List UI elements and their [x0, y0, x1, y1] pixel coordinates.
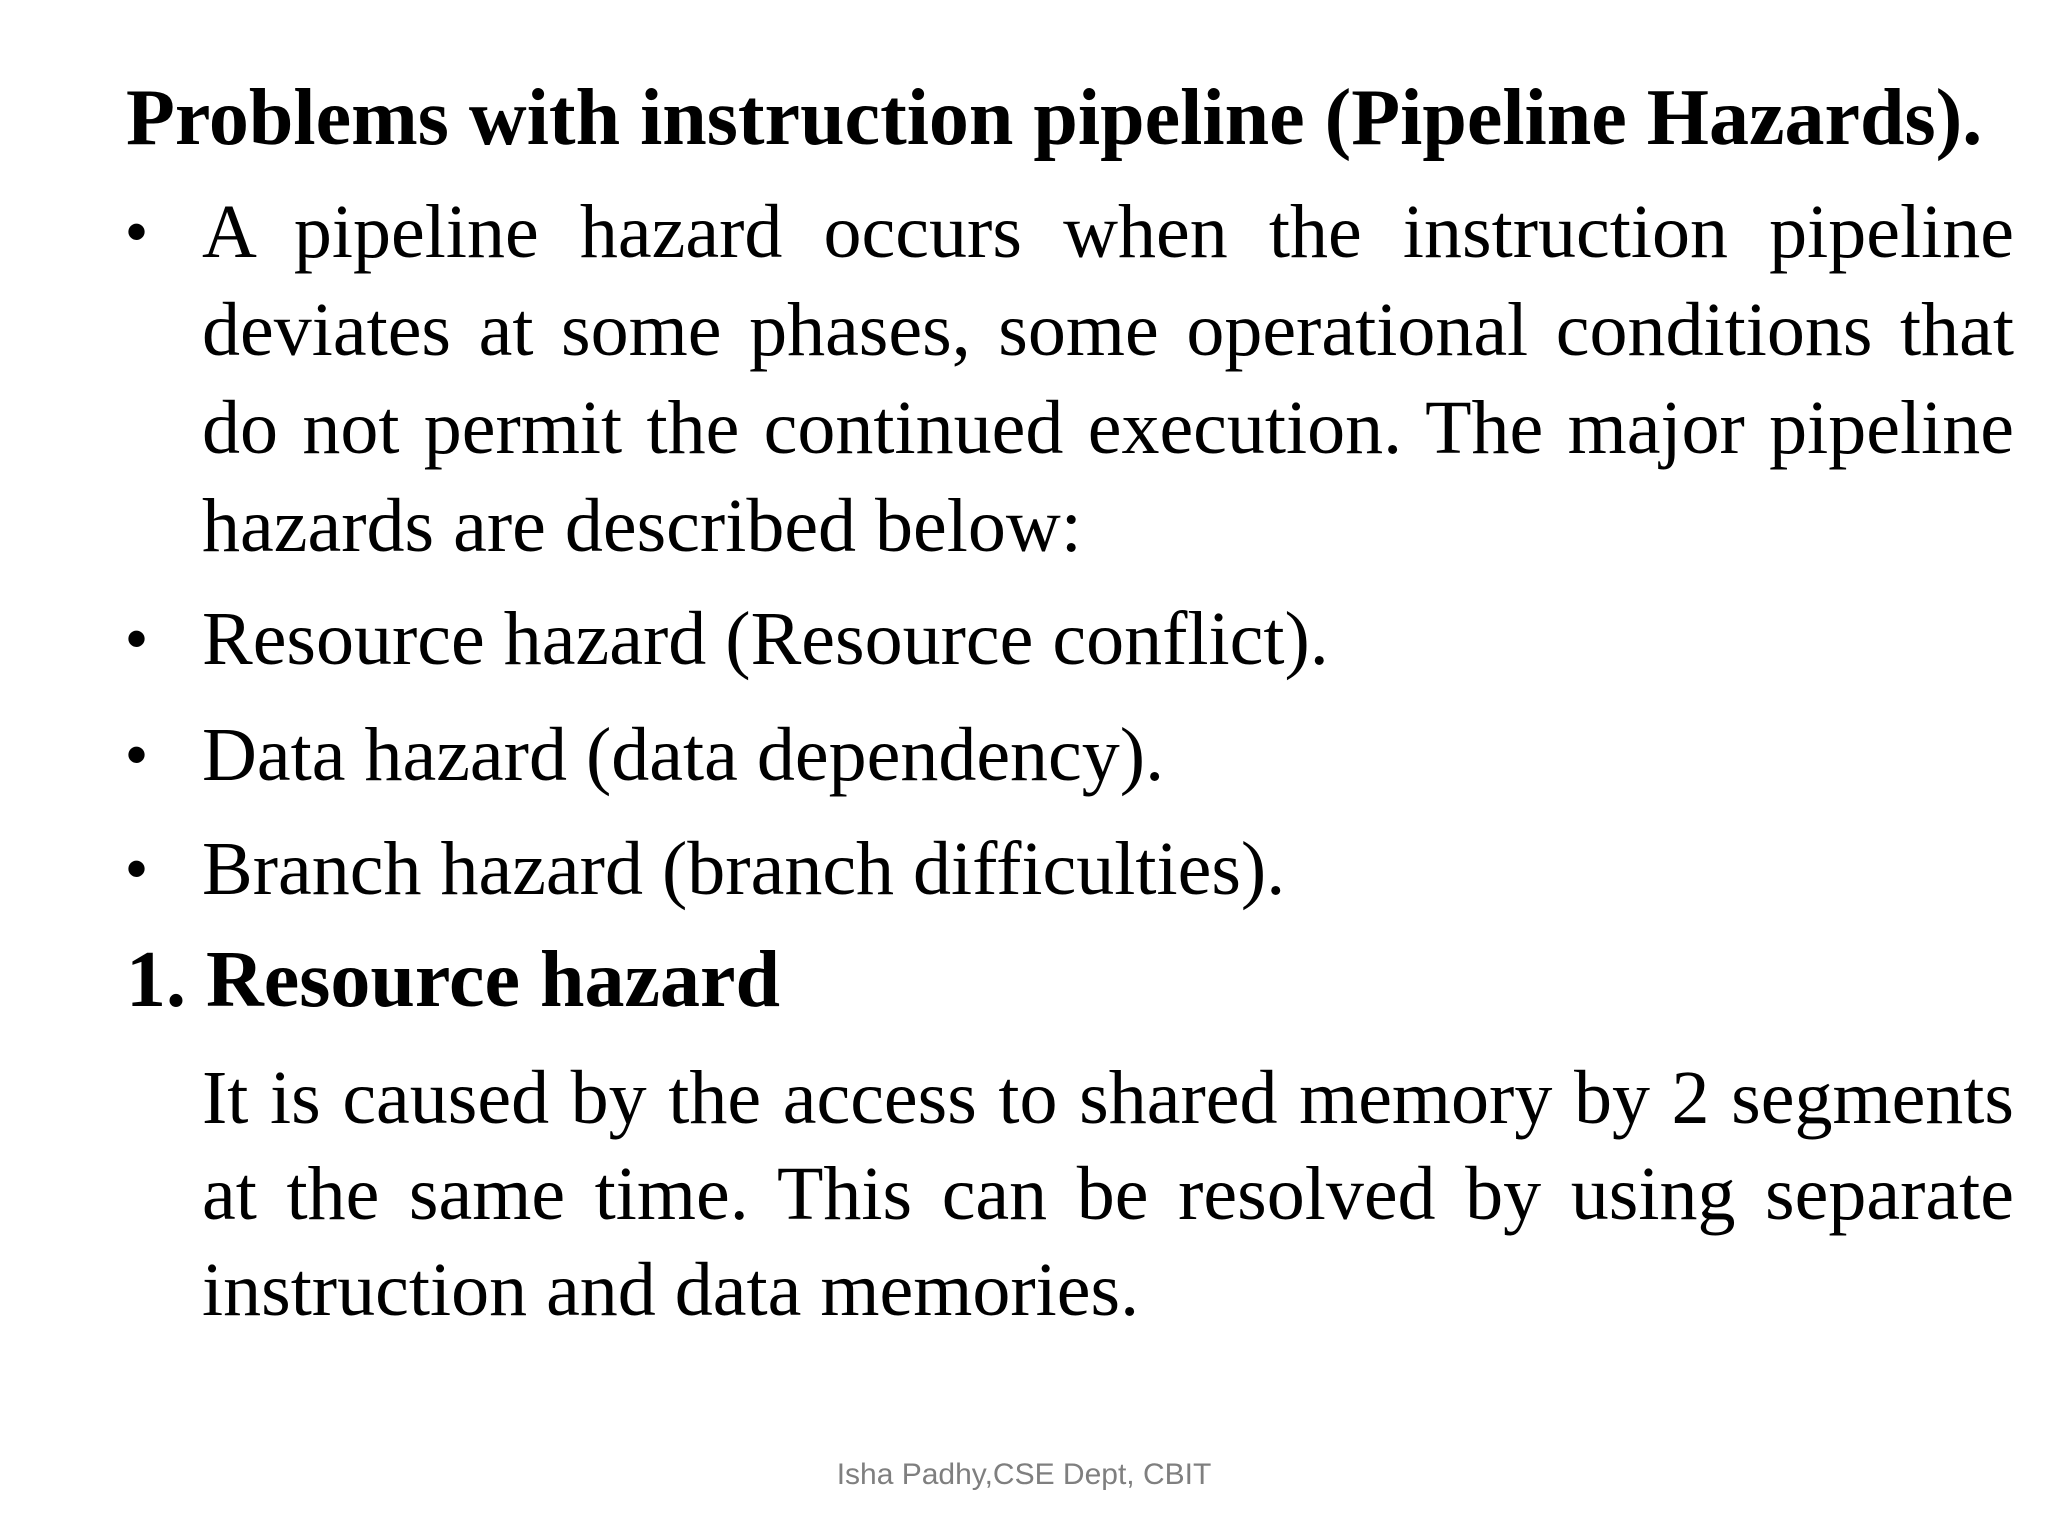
slide-footer: Isha Padhy,CSE Dept, CBIT: [836, 1458, 1212, 1491]
bullet-text: Data hazard (data dependency).: [202, 713, 1165, 797]
bullet-icon: •: [126, 721, 148, 788]
bullet-text: Branch hazard (branch difficulties).: [202, 827, 1286, 911]
bullet-item: [126, 590, 2014, 688]
bullet-text: A pipeline hazard occurs when the instruction pipeline deviates at some phases, some operational conditions that do not permit the continued execution. The major pipeline hazards are described below:: [202, 190, 2014, 568]
bullet-icon: •: [126, 835, 148, 902]
bullet-item: [126, 183, 2014, 575]
bullet-text: Resource hazard (Resource conflict).: [202, 597, 1329, 681]
bullet-icon: •: [126, 605, 148, 672]
bullet-icon: •: [126, 198, 148, 265]
slide-title: Problems with instruction pipeline (Pipeline Hazards).: [126, 74, 1983, 162]
bullet-item: [126, 706, 2014, 804]
section-body: It is caused by the access to shared memory by 2 segments at the same time. This can be resolved by using separate instruction and data memories.: [202, 1056, 2014, 1332]
bullet-item: [126, 820, 2014, 918]
section-heading: 1. Resource hazard: [126, 936, 780, 1024]
